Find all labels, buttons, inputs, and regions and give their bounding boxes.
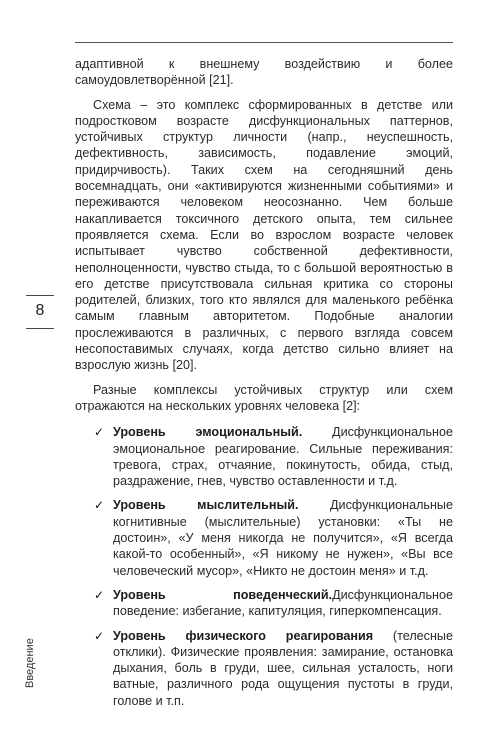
level-description: Дисфункциональное поведение: избегание, капитуляция, гиперкомпенсация. [113, 587, 453, 619]
page-number: 8 [35, 302, 45, 319]
level-description: Дисфункциональные когнитивные (мыслительные) установки: «Ты не достоин», «У меня никогда не получится», «Я всегда какой-то особенный», «Я никому не нужен», «Вы все человеческий мусор», «Никто не достоин меня» и т.д. [113, 498, 453, 578]
page-number-rule-bottom [26, 328, 54, 329]
checkmark-icon: ✓ [94, 425, 105, 440]
header-rule [75, 42, 453, 43]
level-title: Уровень физического реагирования [113, 628, 374, 643]
checkmark-icon: ✓ [94, 628, 105, 643]
level-description: (телесные отклики). Физические проявления: замирание, остановка дыхания, боль в груди, шее, сильная усталость, ноги ватные, различного рода ощущения пустоты в груди, голове и т.п. [113, 628, 453, 708]
checkmark-icon: ✓ [94, 587, 105, 602]
level-title: Уровень мыслительный. [113, 498, 299, 513]
list-item-physical [94, 628, 453, 709]
list-item-emotional [94, 424, 453, 489]
level-title: Уровень эмоциональный. [113, 425, 303, 440]
paragraph-continued: адаптивной к внешнему воздействию и более самоудовлетворённой [21]. [75, 57, 453, 88]
paragraph-levels-intro: Разные комплексы устойчивых структур или схем отражаются на нескольких уровнях человека [2]: [75, 382, 453, 413]
page-number-rule-top [26, 295, 54, 296]
paragraph-schema-definition: Схема – это комплекс сформированных в детстве или подростковом возрасте дисфункциональных паттернов, устойчивых структур личности (напр., неуспешность, дефективность, зависимость, подавление эмоций, придирчивость). Таких схем на сегодняшний день восемнадцать, они «активируются жизненными событиями» и переживаются человеком неосознанно. Чем больше накапливается токсичного детского опыта, тем сильнее проявляется схема. Если во взрослом возрасте человек испытывает чувство собственной дефективности, неполноценности, чувство стыда, то с большой вероятностью в его детстве присутствовала сильная критика со стороны родителей, близких, того кто являлся для маленького ребёнка самым главным авторитетом. Подобные аналогии прослеживаются в различных, с первого взгляда совсем несопоставимых случаях, когда детство сильно влияет на взрослую жизнь [20]. [75, 97, 453, 373]
list-item-behavioral [94, 587, 453, 620]
levels-list [75, 424, 453, 709]
page-body [75, 56, 453, 717]
level-description: Дисфункциональное эмоциональное реагирование. Сильные переживания: тревога, страх, отчаяние, покинутость, обида, стыд, раздражение, гнев, чувство оставленности и т.д. [113, 425, 453, 489]
section-label: Введение [24, 638, 36, 688]
level-title: Уровень поведенческий. [113, 587, 333, 602]
checkmark-icon: ✓ [94, 498, 105, 513]
list-item-cognitive [94, 497, 453, 578]
